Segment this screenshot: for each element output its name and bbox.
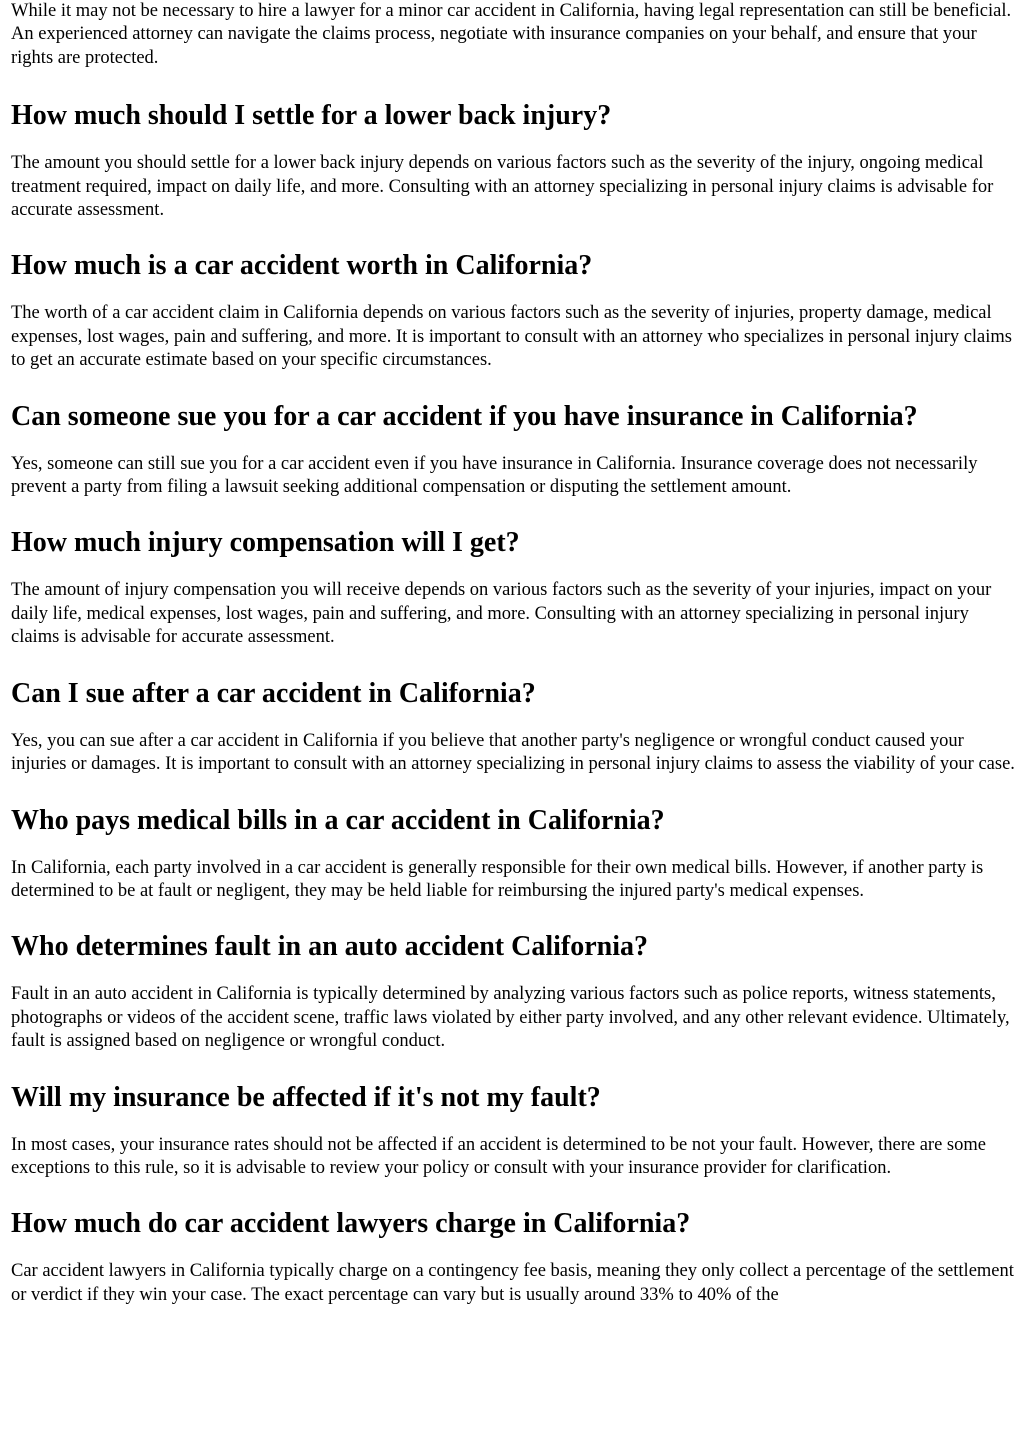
faq-answer: In California, each party involved in a car accident is generally responsible for their own medical bills. However, if another party is determined to be at fault or negligent, they may be held liable for reimbursing the injured party's medical expenses. [11, 857, 984, 901]
faq-item [11, 1207, 1017, 1307]
faq-answer: In most cases, your insurance rates should not be affected if an accident is determined to be not your fault. However, there are some exceptions to this rule, so it is advisable to review your policy or consult with your insurance provider for clarification. [11, 1134, 986, 1178]
faq-question: Can someone sue you for a car accident if you have insurance in California? [11, 400, 918, 432]
faq-answer: The amount of injury compensation you will receive depends on various factors such as the severity of your injuries, impact on your daily life, medical expenses, lost wages, pain and suffering, and more. Consulting with an attorney specializing in personal injury claims is advisable for accurate assessment. [11, 580, 992, 648]
faq-item [11, 677, 1017, 777]
faq-question: How much injury compensation will I get? [11, 527, 520, 559]
faq-item [11, 249, 1017, 372]
faq-question: How much is a car accident worth in California? [11, 250, 593, 282]
faq-item [11, 99, 1017, 222]
article [11, 0, 1017, 1307]
faq-item [11, 400, 1017, 500]
faq-answer: Car accident lawyers in California typically charge on a contingency fee basis, meaning they only collect a percentage of the settlement or verdict if they win your case. The exact percentage can vary but is usually around 33% to 40% of the [11, 1261, 1014, 1305]
faq-question: Who pays medical bills in a car accident in California? [11, 804, 665, 836]
faq-question: How much do car accident lawyers charge in California? [11, 1208, 691, 1240]
faq-question: Can I sue after a car accident in California? [11, 677, 536, 709]
faq-question: Who determines fault in an auto accident California? [11, 931, 648, 963]
faq-answer: Yes, someone can still sue you for a car accident even if you have insurance in California. Insurance coverage does not necessarily prevent a party from filing a lawsuit seeking additional compensation or disputing the settlement amount. [11, 453, 978, 498]
faq-answer: Yes, you can sue after a car accident in California if you believe that another party's negligence or wrongful conduct caused your injuries or damages. It is important to consult with an attorney specializing in personal injury claims to assess the viability of your case. [11, 730, 1015, 775]
faq-item [11, 1081, 1017, 1181]
faq-item [11, 526, 1017, 649]
intro-paragraph: While it may not be necessary to hire a lawyer for a minor car accident in California, having legal representation can still be beneficial. An experienced attorney can navigate the claims process, negotiate with insurance companies on your behalf, and ensure that your rights are protected. [11, 1, 1012, 68]
faq-question: Will my insurance be affected if it's not my fault? [11, 1081, 601, 1113]
faq-item [11, 930, 1017, 1053]
faq-answer: The amount you should settle for a lower back injury depends on various factors such as the severity of the injury, ongoing medical treatment required, impact on daily life, and more. Consulting with an attorney specializing in personal injury claims is advisable for accurate assessment. [11, 153, 994, 221]
faq-answer: Fault in an auto accident in California is typically determined by analyzing various factors such as police reports, witness statements, photographs or videos of the accident scene, traffic laws violated by either party involved, and any other relevant evidence. Ultimately, fault is assigned based on negligence or wrongful conduct. [11, 984, 1010, 1052]
faq-question: How much should I settle for a lower back injury? [11, 100, 612, 132]
faq-answer: The worth of a car accident claim in California depends on various factors such as the severity of injuries, property damage, medical expenses, lost wages, pain and suffering, and more. It is important to consult with an attorney who specializes in personal injury claims to get an accurate estimate based on your specific circumstances. [11, 303, 1012, 371]
faq-item [11, 804, 1017, 904]
